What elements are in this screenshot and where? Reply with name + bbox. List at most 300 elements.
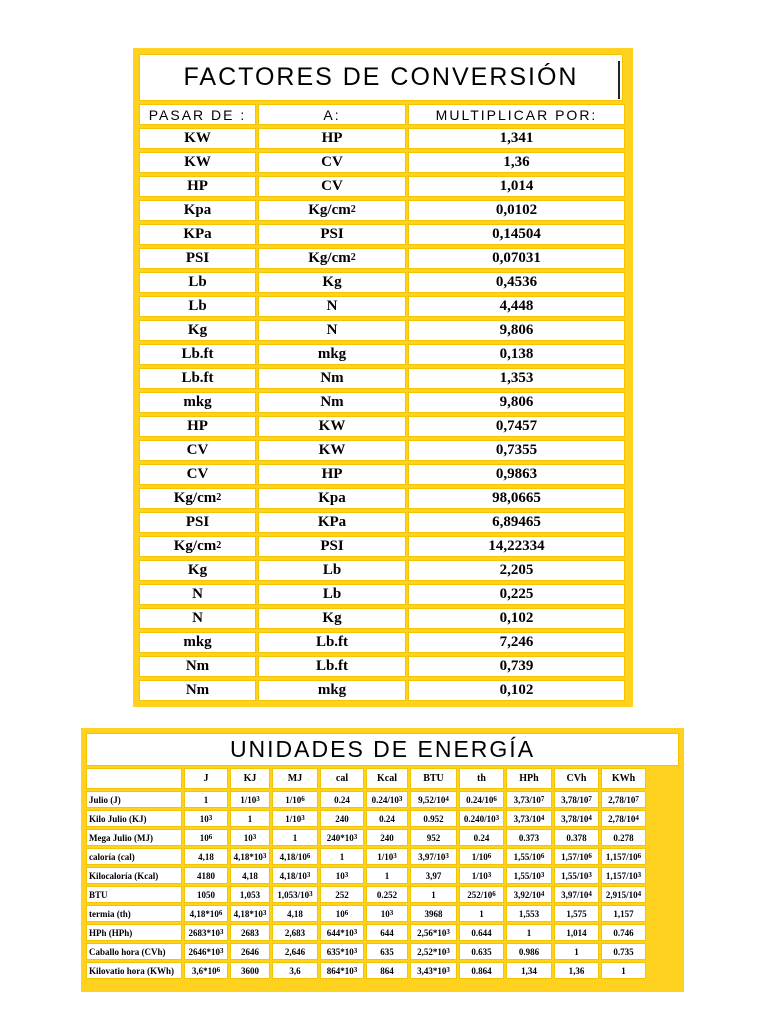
energy-value-cell-text: 9,52/10 [418, 794, 446, 805]
energy-value-cell-text: 2683*10 [188, 927, 220, 938]
energy-value-cell-text: 240*10 [326, 832, 354, 843]
conversion-to-cell [258, 584, 406, 605]
energy-row-header-text: Julio (J) [89, 794, 121, 805]
energy-value-cell: 1,053/10 $^3$ [272, 886, 318, 903]
conversion-to-cell [258, 368, 406, 389]
energy-column-header [410, 768, 457, 789]
conversion-to-cell [258, 608, 406, 629]
energy-value-cell [366, 886, 408, 903]
energy-value-cell-text: 0.635 [471, 946, 492, 957]
energy-value-cell-text: 3,6*10 [191, 965, 217, 976]
energy-value-cell-text: 2,78/10 [608, 794, 636, 805]
energy-value-cell-text: 3,78/10 [561, 794, 589, 805]
energy-value-cell-text: 3,92/10 [513, 889, 541, 900]
energy-value-cell-text: 1,55/10 [513, 851, 541, 862]
energy-row-header [86, 848, 182, 865]
energy-value-cell [230, 943, 270, 960]
energy-value-cell [459, 829, 504, 846]
energy-value-cell: 4,18/10 $^6$ [272, 848, 318, 865]
conversion-from-cell-text: Lb [188, 274, 207, 290]
energy-value-cell: 3,6*10 $^6$ [184, 962, 228, 979]
energy-value-cell: 9,52/10 $^4$ [410, 791, 457, 808]
conversion-to-cell [258, 152, 406, 173]
energy-value-cell-text: 0.986 [518, 946, 540, 957]
energy-value-cell-text: 2646 [241, 946, 259, 957]
energy-value-cell-text: 635*10 [326, 946, 354, 957]
conversion-factor-cell-text: 0,138 [499, 346, 534, 362]
conversion-factor-cell-text: 98,0665 [492, 490, 541, 506]
conversion-to-cell-text: PSI [320, 538, 344, 554]
conversion-from-cell-text: Kpa [183, 202, 212, 218]
energy-value-cell-text: 0.252 [376, 889, 398, 900]
energy-value-cell: 2683*10 $^3$ [184, 924, 228, 941]
conversion-factor-cell-text: 2,205 [499, 562, 534, 578]
energy-value-cell-text: 0.24 [379, 813, 395, 824]
energy-value-cell [410, 810, 457, 827]
energy-value-cell-text: 1,157/10 [605, 870, 638, 881]
energy-value-cell: 2646*10 $^3$ [184, 943, 228, 960]
conversion-to-cell-text: Kg [322, 610, 342, 626]
energy-value-cell-text: 1,36 [568, 965, 585, 976]
energy-row-header-text: Kilo Julio (KJ) [89, 813, 147, 824]
conversion-from-cell-text: N [192, 586, 203, 602]
energy-column-header-text: BTU [423, 773, 444, 784]
energy-value-cell: 635*10 $^3$ [320, 943, 364, 960]
conversion-from-cell-text: HP [187, 178, 208, 194]
energy-value-cell [554, 943, 599, 960]
conversion-from-cell-text: KPa [183, 226, 212, 242]
energy-value-cell-text: 2,683 [284, 927, 306, 938]
conversion-to-cell-text: Lb [322, 586, 342, 602]
energy-value-cell: 3,73/10 $^7$ [506, 791, 552, 808]
energy-value-cell-text: 1 [574, 946, 579, 957]
conversion-factor-cell [408, 416, 625, 437]
conversion-factor-cell-text: 0,0102 [495, 202, 538, 218]
conversion-factor-cell-text: 6,89465 [492, 514, 541, 530]
conversion-from-cell-text: Kg [187, 322, 208, 338]
conversion-factor-cell-text: 4,448 [499, 298, 534, 314]
energy-value-cell-text: 10 [243, 832, 253, 843]
energy-value-cell: 1,157/10 $^3$ [601, 867, 646, 884]
conversion-to-cell [258, 296, 406, 317]
conversion-from-cell [139, 392, 256, 413]
energy-value-cell: 3,92/10 $^4$ [506, 886, 552, 903]
conversion-to-cell-text: CV [321, 154, 343, 170]
energy-value-cell-text: 1,053 [239, 889, 261, 900]
energy-value-cell: 10 $^3$ [230, 829, 270, 846]
energy-value-cell: 1,55/10 $^3$ [554, 867, 599, 884]
header-to: A: [258, 104, 406, 125]
conversion-factor-cell-text: 0,102 [499, 682, 534, 698]
conversion-factor-cell-text: 9,806 [499, 394, 534, 410]
conversion-from-cell-text: KW [184, 130, 211, 146]
energy-value-cell [366, 924, 408, 941]
conversion-from-cell [139, 584, 256, 605]
energy-value-cell-text: 4,18/10 [279, 870, 307, 881]
energy-value-cell-text: 1 [247, 813, 253, 824]
energy-value-cell: 10 $^3$ [320, 867, 364, 884]
energy-value-cell-text: 0.746 [613, 927, 634, 938]
conversion-from-cell [139, 272, 256, 293]
energy-row-header-text: Caballo hora (CVh) [89, 946, 166, 957]
energy-row-header-text: BTU [89, 889, 108, 900]
energy-column-header-text: MJ [287, 773, 303, 784]
energy-value-cell: 4,18*10 $^6$ [184, 905, 228, 922]
conversion-from-cell [139, 560, 256, 581]
conversion-factor-cell [408, 320, 625, 341]
energy-value-cell-text: 864*10 [326, 965, 354, 976]
energy-value-cell [601, 905, 646, 922]
conversion-from-cell-text: Nm [185, 682, 210, 698]
energy-value-cell-text: 2,915/10 [605, 889, 638, 900]
conversion-from-cell-text: Nm [185, 658, 210, 674]
conversion-to-cell [258, 272, 406, 293]
conversion-factor-cell [408, 368, 625, 389]
energy-value-cell-text: 952 [426, 832, 441, 843]
conversion-factor-cell-text: 1,341 [499, 130, 534, 146]
conversion-factor-cell-text: 1,36 [503, 154, 530, 170]
conversion-from-cell-text: CV [186, 442, 209, 458]
conversion-from-cell [139, 224, 256, 245]
conversion-from-cell-text: Lb [188, 298, 207, 314]
conversion-to-cell-text: HP [321, 130, 343, 146]
energy-value-cell-text: 1 [292, 832, 298, 843]
conversion-factor-cell-text: 7,246 [499, 634, 534, 650]
energy-value-cell-text: 0.373 [518, 832, 540, 843]
energy-value-cell: 10 $^6$ [320, 905, 364, 922]
energy-column-header-text: th [477, 773, 486, 784]
energy-column-header [272, 768, 318, 789]
energy-value-cell-text: 2,78/10 [608, 813, 636, 824]
energy-row-header [86, 829, 182, 846]
energy-value-cell-text: 240 [335, 813, 349, 824]
energy-value-cell: 10 $^3$ [184, 810, 228, 827]
conversion-factor-cell [408, 536, 625, 557]
conversion-to-cell [258, 440, 406, 461]
energy-value-cell: 1/10 $^3$ [272, 810, 318, 827]
energy-value-cell: 864*10 $^3$ [320, 962, 364, 979]
energy-value-cell-text: 3600 [241, 965, 259, 976]
energy-value-cell: 1/10 $^3$ [366, 848, 408, 865]
conversion-from-cell-text: Kg [187, 562, 208, 578]
conversion-to-cell-text: KW [318, 442, 346, 458]
energy-value-cell-text: 1 [431, 889, 436, 900]
energy-value-cell: 252/10 $^6$ [459, 886, 504, 903]
energy-title: UNIDADES DE ENERGÍA [86, 733, 679, 766]
energy-value-cell [601, 962, 646, 979]
conversion-factor-cell [408, 584, 625, 605]
energy-value-cell-text: 0.24/10 [466, 794, 494, 805]
energy-value-cell: 0.240/10 $^3$ [459, 810, 504, 827]
energy-value-cell [230, 886, 270, 903]
energy-column-header [184, 768, 228, 789]
energy-value-cell-text: 2,56*10 [417, 927, 447, 938]
energy-row-header [86, 810, 182, 827]
energy-column-header-text: cal [335, 773, 349, 784]
energy-row-header [86, 943, 182, 960]
energy-value-cell-text: 10 [335, 908, 345, 919]
energy-value-cell: 1/10 $^3$ [459, 867, 504, 884]
energy-value-cell-text: 3,73/10 [513, 794, 541, 805]
conversion-from-cell-text: Lb.ft [181, 370, 214, 386]
energy-value-cell-text: 0.864 [471, 965, 492, 976]
energy-column-header [320, 768, 364, 789]
energy-value-cell-text: 0.952 [423, 813, 444, 824]
energy-row-header-text: Kilocaloría (Kcal) [89, 870, 159, 881]
conversion-from-cell-text: Kg/cm [173, 490, 217, 506]
energy-value-cell-text: 1/10 [471, 851, 488, 862]
energy-value-cell [230, 810, 270, 827]
conversion-factor-cell [408, 344, 625, 365]
energy-value-cell [366, 829, 408, 846]
conversion-from-cell-text: HP [187, 418, 208, 434]
conversion-from-cell [139, 608, 256, 629]
conversion-to-cell-text: CV [321, 178, 343, 194]
conversion-factor-cell [408, 656, 625, 677]
energy-value-cell [184, 867, 228, 884]
energy-value-cell-text: 1 [479, 908, 484, 919]
header-from: PASAR DE : [139, 104, 256, 125]
energy-row-header-text: HPh (HPh) [89, 927, 133, 938]
energy-value-cell: 10 $^3$ [366, 905, 408, 922]
energy-value-cell [506, 943, 552, 960]
conversion-from-cell: Kg/cm $^2$ [139, 488, 256, 509]
conversion-factor-cell-text: 0,7355 [495, 442, 538, 458]
energy-value-cell: 1,57/10 $^6$ [554, 848, 599, 865]
energy-row-header [86, 924, 182, 941]
energy-column-header [230, 768, 270, 789]
energy-value-cell [366, 810, 408, 827]
energy-value-cell: 4,18/10 $^3$ [272, 867, 318, 884]
energy-column-header-text: KJ [243, 773, 257, 784]
energy-value-cell [184, 848, 228, 865]
conversion-to-cell-text: mkg [317, 346, 347, 362]
energy-value-cell [459, 962, 504, 979]
energy-value-cell-text: 1,053/10 [277, 889, 310, 900]
conversion-to-cell [258, 680, 406, 701]
conversion-factor-cell-text: 0,225 [499, 586, 534, 602]
energy-value-cell-text: 4180 [197, 870, 215, 881]
conversion-to-cell-text: Kpa [318, 490, 346, 506]
energy-value-cell [506, 962, 552, 979]
energy-value-cell [272, 829, 318, 846]
energy-column-header-text: J [203, 773, 209, 784]
energy-row-header [86, 962, 182, 979]
energy-row-header [86, 791, 182, 808]
energy-value-cell: 2,78/10 $^4$ [601, 810, 646, 827]
energy-column-header [459, 768, 504, 789]
conversion-to-cell [258, 560, 406, 581]
energy-value-cell [320, 886, 364, 903]
energy-value-cell [184, 791, 228, 808]
conversion-from-cell-text: N [192, 610, 203, 626]
energy-value-cell-text: 0.735 [613, 946, 634, 957]
energy-value-cell: 10 $^6$ [184, 829, 228, 846]
energy-value-cell [410, 886, 457, 903]
conversion-factor-cell [408, 560, 625, 581]
conversion-to-cell-text: KPa [317, 514, 347, 530]
energy-value-cell-text: 4,18/10 [279, 851, 307, 862]
conversion-factor-cell [408, 440, 625, 461]
energy-value-cell-text: 3,97/10 [418, 851, 446, 862]
energy-value-cell-text: 2,646 [284, 946, 306, 957]
conversion-from-cell [139, 296, 256, 317]
energy-value-cell [554, 905, 599, 922]
energy-value-cell [554, 829, 599, 846]
energy-value-cell: 2,52*10 $^3$ [410, 943, 457, 960]
energy-value-cell [230, 962, 270, 979]
conversion-to-cell [258, 392, 406, 413]
energy-value-cell-text: 0.24/10 [371, 794, 399, 805]
conversion-to-cell-text: Lb [322, 562, 342, 578]
energy-value-cell-text: 0.24 [473, 832, 490, 843]
energy-value-cell [506, 829, 552, 846]
energy-value-cell-text: 1,014 [566, 927, 587, 938]
conversion-factor-cell-text: 1,353 [499, 370, 534, 386]
energy-value-cell [506, 905, 552, 922]
energy-row-header [86, 867, 182, 884]
energy-corner-cell [86, 768, 182, 789]
conversion-from-cell [139, 344, 256, 365]
conversion-from-cell-text: mkg [183, 394, 212, 410]
energy-value-cell-text: 1/10 [471, 870, 488, 881]
energy-value-cell: 2,915/10 $^4$ [601, 886, 646, 903]
energy-value-cell [554, 924, 599, 941]
energy-value-cell-text: 4,18*10 [233, 851, 263, 862]
energy-value-cell-text: 0.24 [334, 794, 350, 805]
energy-table [81, 728, 684, 992]
conversion-to-cell-text: Nm [320, 370, 344, 386]
energy-column-header-text: Kcal [377, 773, 397, 784]
energy-value-cell: 1/10 $^6$ [459, 848, 504, 865]
energy-value-cell-text: 4,18 [198, 851, 214, 862]
energy-value-cell-text: 1 [384, 870, 390, 881]
conversion-from-cell [139, 680, 256, 701]
conversion-factor-cell [408, 224, 625, 245]
conversion-to-cell [258, 536, 406, 557]
energy-value-cell-text: 644 [380, 927, 394, 938]
conversion-factor-cell [408, 488, 625, 509]
conversion-to-cell [258, 224, 406, 245]
conversion-to-cell-text: Kg [322, 274, 342, 290]
energy-value-cell: 644*10 $^3$ [320, 924, 364, 941]
energy-column-header [601, 768, 646, 789]
energy-value-cell-text: 10 [380, 908, 390, 919]
energy-value-cell [366, 943, 408, 960]
energy-value-cell [410, 867, 457, 884]
energy-value-cell-text: 10 [199, 832, 209, 843]
energy-value-cell: 0.24/10 $^6$ [459, 791, 504, 808]
conversion-factor-cell-text: 0,739 [499, 658, 534, 674]
conversion-to-cell-text: Kg/cm [308, 202, 351, 218]
energy-value-cell-text: 1,57/10 [561, 851, 589, 862]
conversion-to-cell [258, 512, 406, 533]
energy-value-cell-text: 1,157/10 [605, 851, 638, 862]
conversion-from-cell [139, 656, 256, 677]
conversion-factor-cell-text: 0,14504 [492, 226, 541, 242]
conversion-table-inner [139, 54, 627, 701]
energy-value-cell [366, 867, 408, 884]
energy-value-cell-text: 644*10 [326, 927, 354, 938]
conversion-grid [139, 104, 623, 701]
energy-value-cell-text: 1050 [197, 889, 215, 900]
energy-value-cell [272, 962, 318, 979]
conversion-to-cell-text: mkg [317, 682, 347, 698]
conversion-factor-cell-text: 9,806 [499, 322, 534, 338]
conversion-from-cell-text: PSI [185, 250, 210, 266]
conversion-to-cell-text: HP [321, 466, 343, 482]
energy-column-header-text: HPh [519, 773, 539, 784]
energy-value-cell-text: 10 [335, 870, 345, 881]
energy-value-cell-text: 3,78/10 [561, 813, 589, 824]
energy-value-cell-text: 252 [335, 889, 349, 900]
conversion-to-cell-text: Lb.ft [315, 634, 349, 650]
conversion-factor-cell-text: 0,102 [499, 610, 534, 626]
conversion-from-cell [139, 200, 256, 221]
conversion-from-cell-text: Lb.ft [181, 346, 214, 362]
energy-column-header-text: KWh [611, 773, 636, 784]
conversion-from-cell-text: PSI [185, 514, 210, 530]
energy-value-cell [506, 924, 552, 941]
energy-row-header [86, 886, 182, 903]
energy-value-cell: 0.24/10 $^3$ [366, 791, 408, 808]
conversion-to-cell [258, 656, 406, 677]
energy-value-cell [320, 810, 364, 827]
conversion-factor-cell-text: 14,22334 [488, 538, 545, 554]
energy-value-cell [410, 829, 457, 846]
energy-row-header [86, 905, 182, 922]
energy-value-cell-text: 1/10 [240, 794, 257, 805]
energy-value-cell-text: 1,553 [518, 908, 540, 919]
conversion-to-cell [258, 632, 406, 653]
conversion-to-cell-text: Nm [320, 394, 344, 410]
energy-value-cell: 2,78/10 $^7$ [601, 791, 646, 808]
energy-value-cell: 1/10 $^3$ [230, 791, 270, 808]
energy-value-cell-text: 1 [203, 794, 209, 805]
energy-value-cell [459, 924, 504, 941]
energy-value-cell: 3,97/10 $^3$ [410, 848, 457, 865]
energy-value-cell-text: 864 [380, 965, 394, 976]
energy-value-cell-text: 0.378 [566, 832, 587, 843]
energy-value-cell: 3,73/10 $^4$ [506, 810, 552, 827]
energy-value-cell-text: 4,18 [242, 870, 258, 881]
energy-value-cell [320, 848, 364, 865]
energy-value-cell-text: 4,18*10 [189, 908, 219, 919]
energy-value-cell: 3,78/10 $^4$ [554, 810, 599, 827]
conversion-table [133, 48, 633, 707]
conversion-factor-cell [408, 176, 625, 197]
conversion-title-text: FACTORES DE CONVERSIÓN [183, 63, 579, 91]
energy-value-cell-text: 3,97 [425, 870, 442, 881]
conversion-to-cell [258, 464, 406, 485]
conversion-to-cell: Kg/cm $^2$ [258, 248, 406, 269]
energy-value-cell-text: 1/10 [285, 813, 302, 824]
conversion-to-cell [258, 176, 406, 197]
conversion-from-cell: Kg/cm $^2$ [139, 536, 256, 557]
energy-value-cell-text: 1,34 [521, 965, 537, 976]
energy-row-header-text: caloría (cal) [89, 851, 135, 862]
conversion-to-cell-text: N [326, 298, 338, 314]
energy-value-cell [230, 924, 270, 941]
energy-value-cell [601, 943, 646, 960]
conversion-from-cell [139, 248, 256, 269]
energy-value-cell: 1,55/10 $^3$ [506, 867, 552, 884]
energy-value-cell [230, 867, 270, 884]
energy-value-cell [554, 962, 599, 979]
energy-value-cell [184, 886, 228, 903]
conversion-from-cell [139, 176, 256, 197]
energy-value-cell [601, 829, 646, 846]
